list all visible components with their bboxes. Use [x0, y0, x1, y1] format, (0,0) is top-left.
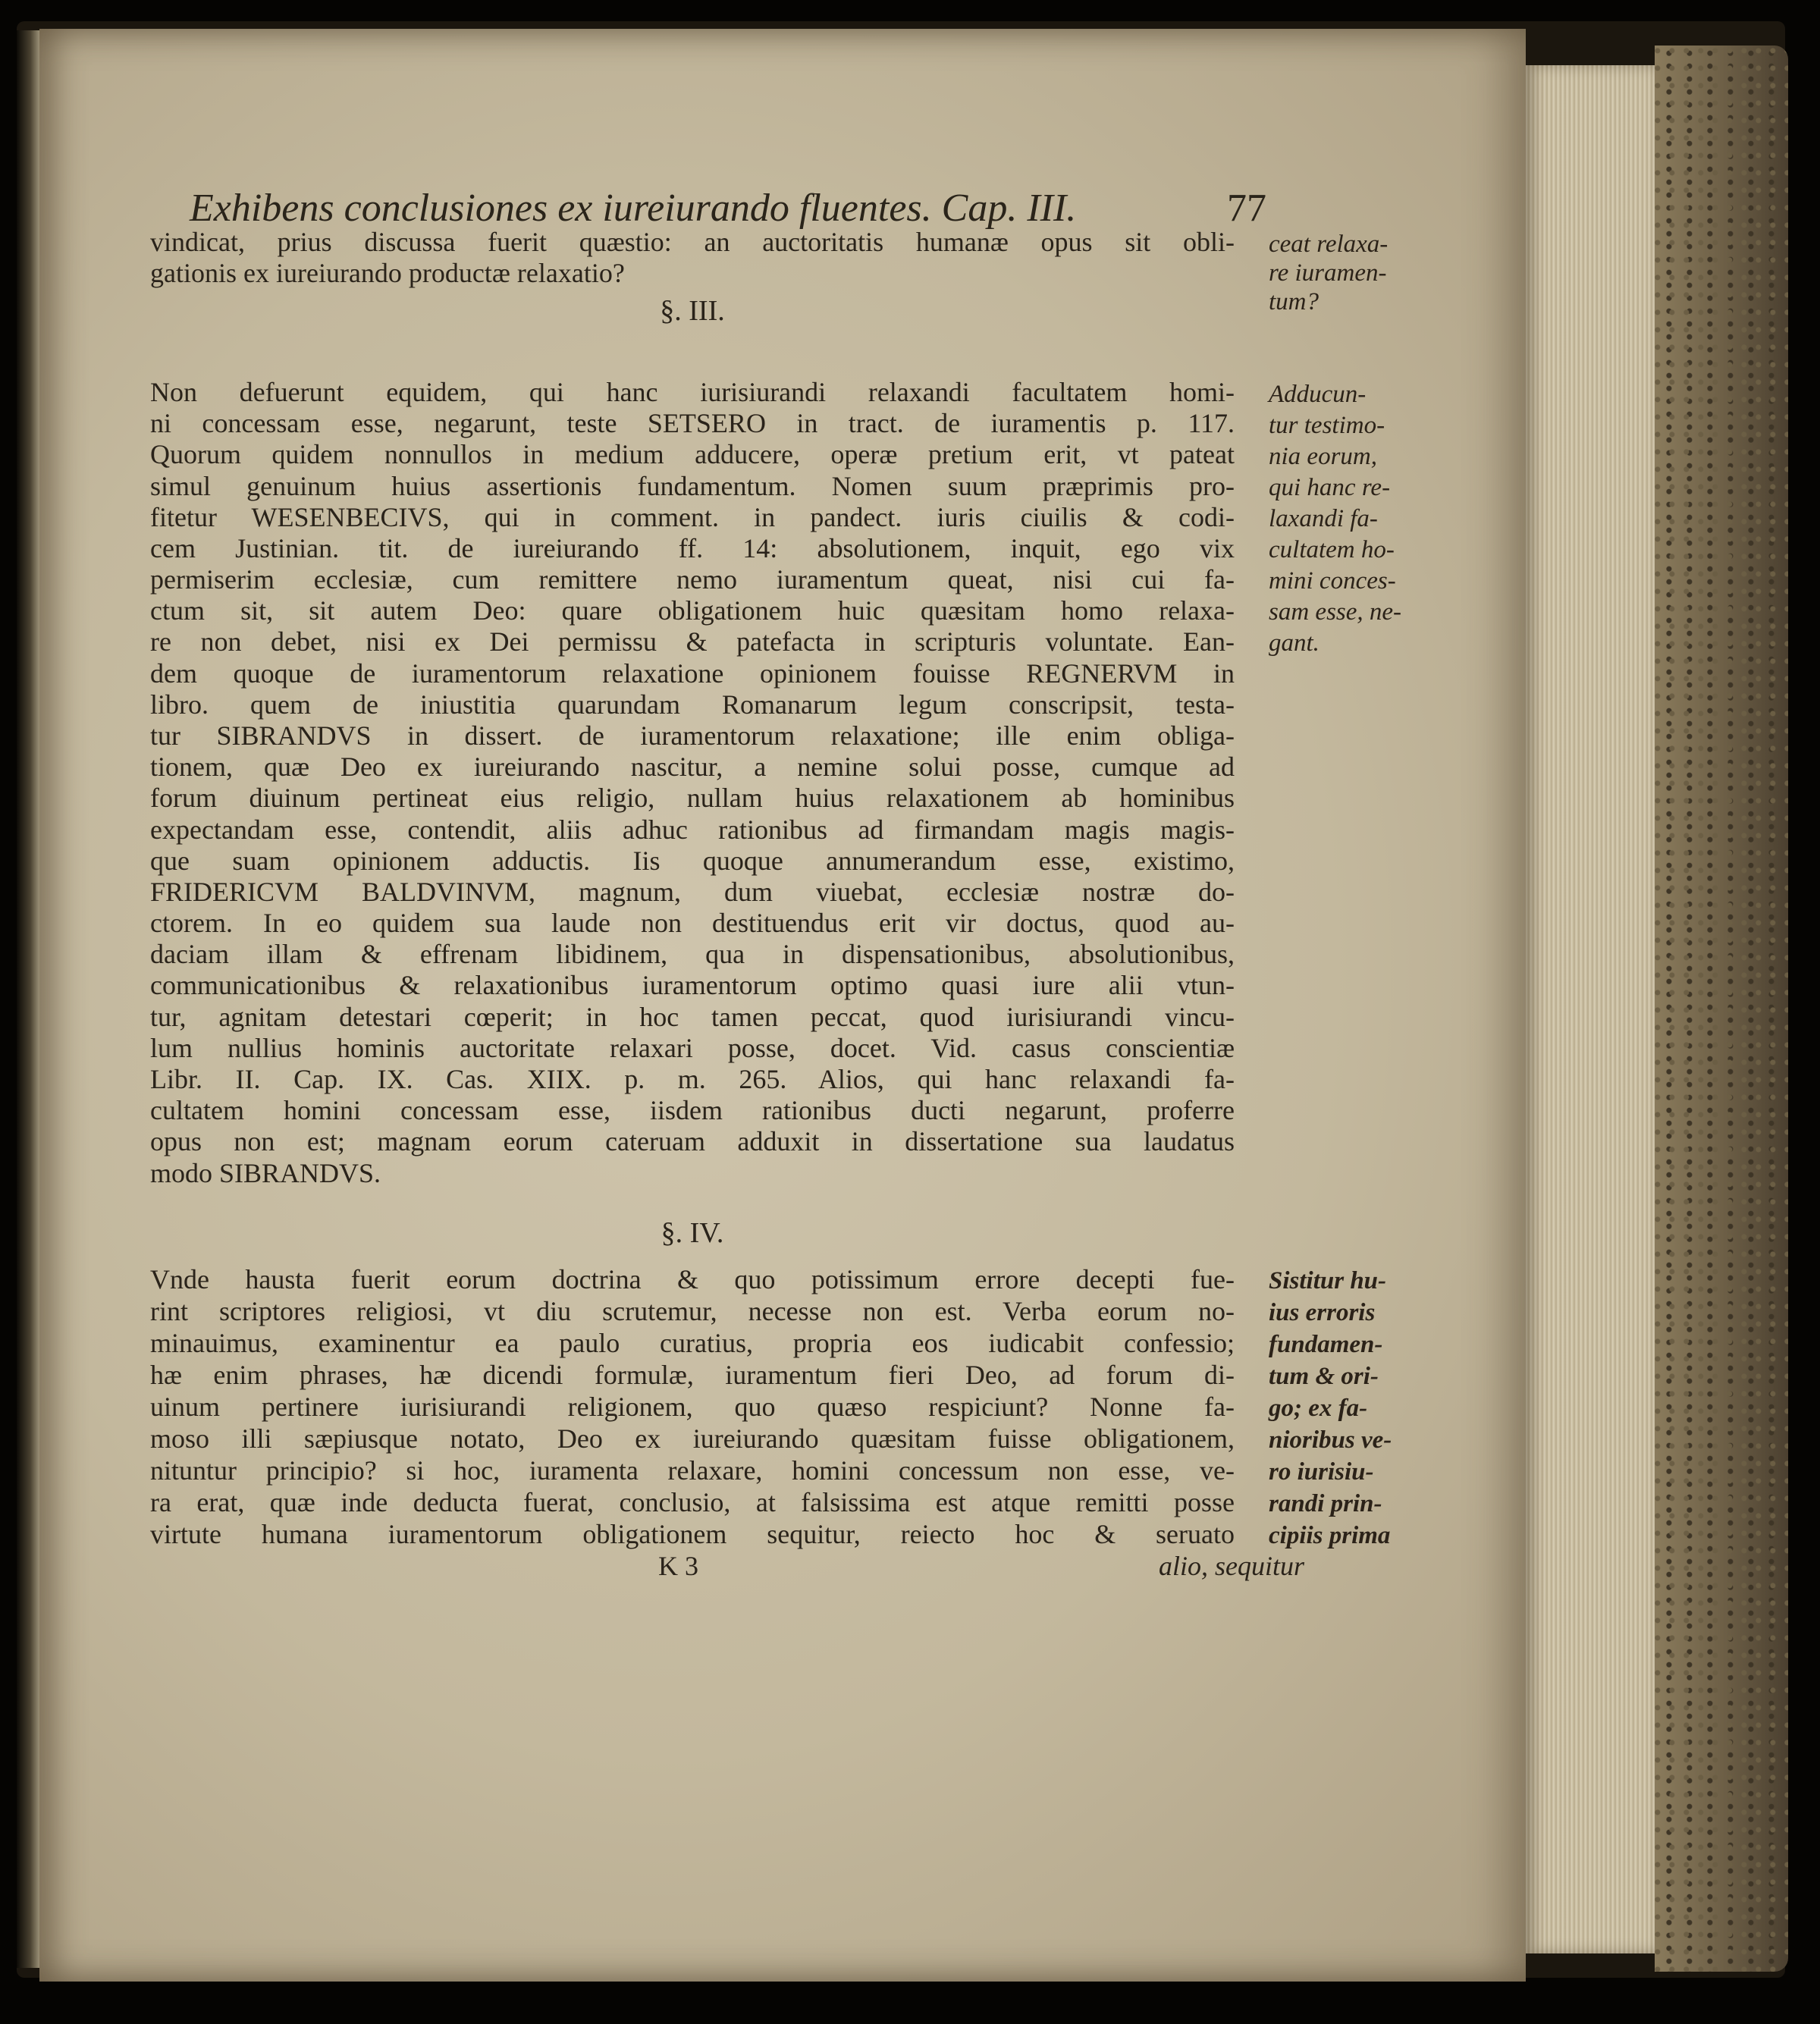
text-line: rint scriptores religiosi, vt diu scrutemur, necesse non est. Verba eorum no- — [150, 1296, 1235, 1326]
margin-line: laxandi fa- — [1269, 505, 1378, 532]
margin-line: ius erroris — [1269, 1299, 1376, 1326]
text-line: ni concessam esse, negarunt, teste SETSERO in tract. de iuramentis p. 117. — [150, 408, 1235, 438]
text-line: communicationibus & relaxationibus iuramentorum optimo quasi iure alii vtun- — [150, 970, 1235, 1000]
left-page-edge — [17, 30, 39, 1968]
margin-line: sam esse, ne- — [1269, 598, 1402, 626]
text-line: Quorum quidem nonnullos in medium adducere, operæ pretium erit, vt pateat — [150, 439, 1235, 469]
text-line: minauimus, examinentur ea paulo curatius, propria eos iudicabit confessio; — [150, 1328, 1235, 1358]
running-title: Exhibens conclusiones ex iureiurando fluentes. Cap. III. — [190, 187, 1077, 230]
section-heading-4: §. IV. — [661, 1217, 724, 1249]
text-line: modo SIBRANDVS. — [150, 1158, 381, 1188]
margin-line: gant. — [1269, 629, 1320, 657]
text-line: Non defuerunt equidem, qui hanc iurisiurandi relaxandi facultatem homi- — [150, 377, 1235, 407]
margin-line: randi prin- — [1269, 1490, 1382, 1517]
text-line: re non debet, nisi ex Dei permissu & patefacta in scripturis voluntate. Ean- — [150, 626, 1235, 657]
text-line: ra erat, quæ inde deducta fuerat, conclusio, at falsissima est atque remitti posse — [150, 1487, 1235, 1517]
margin-line: tur testimo- — [1269, 412, 1385, 439]
margin-line: fundamen- — [1269, 1331, 1383, 1358]
text-line: cultatem homini concessam esse, iisdem rationibus ducti negarunt, proferre — [150, 1095, 1235, 1125]
margin-line: ro iurisiu- — [1269, 1458, 1374, 1486]
text-line: permiserim ecclesiæ, cum remittere nemo iuramentum queat, nisi cui fa- — [150, 564, 1235, 595]
margin-line: qui hanc re- — [1269, 474, 1391, 501]
text-line: ctorem. In eo quidem sua laude non destituendus erit vir doctus, quod au- — [150, 908, 1235, 938]
margin-line: mini conces- — [1269, 567, 1396, 595]
text-line: hæ enim phrases, hæ dicendi formulæ, iuramentum fieri Deo, ad forum di- — [150, 1360, 1235, 1390]
text-line: fitetur WESENBECIVS, qui in comment. in pandect. iuris ciuilis & codi- — [150, 502, 1235, 532]
page-number: 77 — [1227, 187, 1266, 230]
text-line: tionem, quæ Deo ex iureiurando nascitur, a nemine solui posse, cumque ad — [150, 752, 1235, 782]
text-line: ctum sit, sit autem Deo: quare obligationem huic quæsitam homo relaxa- — [150, 595, 1235, 626]
signature-mark: K 3 — [658, 1551, 698, 1581]
text-line: opus non est; magnam eorum cateruam adduxit in dissertatione sua laudatus — [150, 1126, 1235, 1156]
page-block-edges — [1526, 65, 1655, 1953]
margin-line: re iuramen- — [1269, 259, 1387, 287]
margin-line: tum? — [1269, 288, 1319, 315]
margin-line: nioribus ve- — [1269, 1426, 1392, 1454]
text-line: que suam opinionem adductis. Iis quoque annumerandum esse, existimo, — [150, 846, 1235, 876]
book-board — [1655, 46, 1788, 1972]
margin-line: ceat relaxa- — [1269, 231, 1389, 258]
text-line: nituntur principio? si hoc, iuramenta relaxare, homini concessum non esse, ve- — [150, 1455, 1235, 1486]
text-line: libro. quem de iniustitia quarundam Romanarum legum conscripsit, testa- — [150, 689, 1235, 720]
text-line: Libr. II. Cap. IX. Cas. XIIX. p. m. 265. Alios, qui hanc relaxandi fa- — [150, 1064, 1235, 1094]
text-line: moso illi sæpiusque notato, Deo ex iureiurando quæsitam fuisse obligationem, — [150, 1423, 1235, 1454]
text-line: simul genuinum huius assertionis fundamentum. Nomen suum præprimis pro- — [150, 471, 1235, 501]
margin-line: go; ex fa- — [1269, 1395, 1368, 1422]
margin-line: Sistitur hu- — [1269, 1267, 1387, 1294]
text-line: virtute humana iuramentorum obligationem sequitur, reiecto hoc & seruato — [150, 1519, 1235, 1549]
text-line: expectandam esse, contendit, aliis adhuc rationibus ad firmandam magis magis- — [150, 814, 1235, 845]
margin-line: tum & ori- — [1269, 1363, 1379, 1390]
margin-line: nia eorum, — [1269, 443, 1377, 470]
margin-line: Adducun- — [1269, 381, 1367, 408]
text-line: FRIDERICVM BALDVINVM, magnum, dum viuebat, ecclesiæ nostræ do- — [150, 877, 1235, 907]
text-line: daciam illam & effrenam libidinem, qua in dispensationibus, absolutionibus, — [150, 939, 1235, 969]
text-line: forum diuinum pertineat eius religio, nullam huius relaxationem ab hominibus — [150, 783, 1235, 813]
text-line: cem Justinian. tit. de iureiurando ff. 14: absolutionem, inquit, ego vix — [150, 533, 1235, 563]
text-line: vindicat, prius discussa fuerit quæstio: an auctoritatis humanæ opus sit obli- — [150, 227, 1235, 257]
text-line: tur SIBRANDVS in dissert. de iuramentorum relaxatione; ille enim obliga- — [150, 720, 1235, 751]
text-line: uinum pertinere iurisiurandi religionem, quo quæso respiciunt? Nonne fa- — [150, 1392, 1235, 1422]
text-line: dem quoque de iuramentorum relaxatione opinionem fouisse REGNERVM in — [150, 658, 1235, 689]
text-line: gationis ex iureiurando productæ relaxatio? — [150, 258, 625, 288]
margin-line: cultatem ho- — [1269, 536, 1395, 563]
text-line: lum nullius hominis auctoritate relaxari posse, docet. Vid. casus conscientiæ — [150, 1033, 1235, 1063]
catchword: alio, sequitur — [1159, 1551, 1305, 1581]
section-heading-3: §. III. — [660, 295, 725, 327]
page-text — [150, 176, 1523, 1981]
text-line: Vnde hausta fuerit eorum doctrina & quo potissimum errore decepti fue- — [150, 1264, 1235, 1294]
margin-line: cipiis prima — [1269, 1522, 1391, 1549]
text-line: tur, agnitam detestari cœperit; in hoc tamen peccat, quod iurisiurandi vincu- — [150, 1002, 1235, 1032]
